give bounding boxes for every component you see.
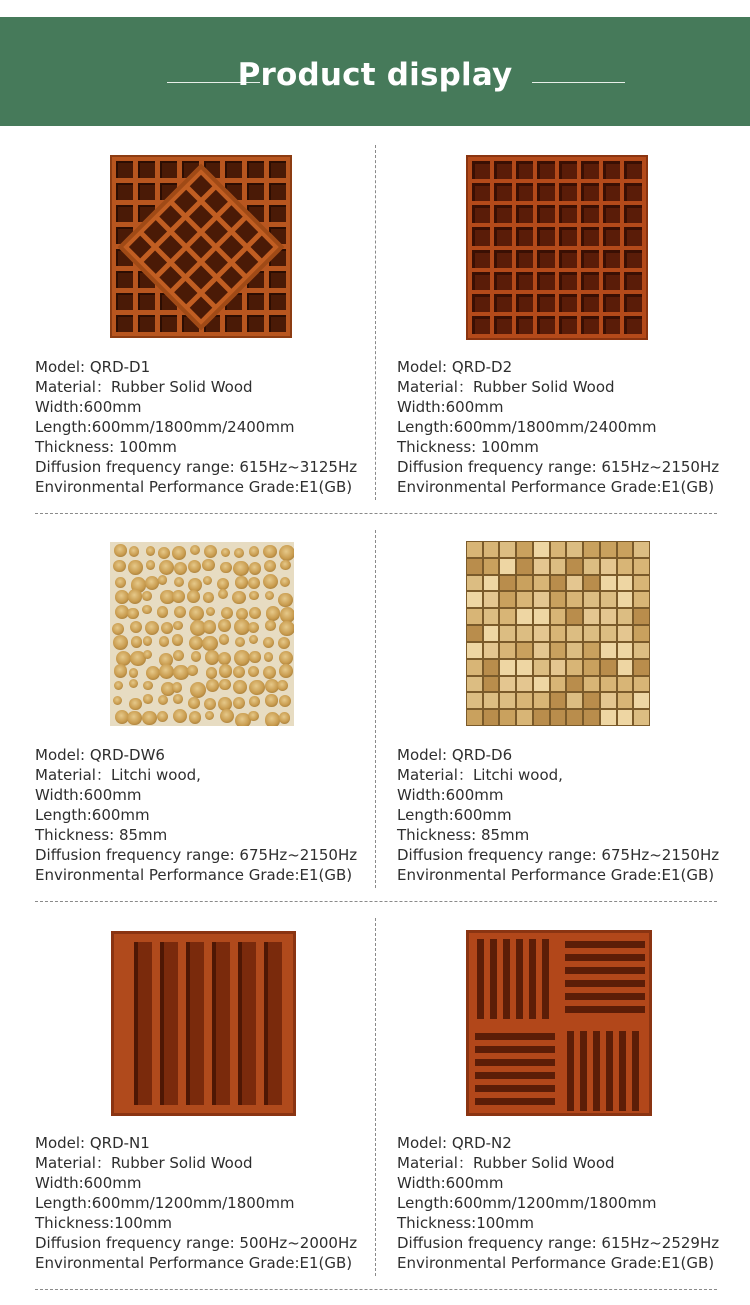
spec-grade: Environmental Performance Grade:E1(GB) <box>397 1254 715 1272</box>
column-divider <box>375 918 376 1276</box>
header-rule-right <box>532 82 625 83</box>
spec-material: Material：Rubber Solid Wood <box>397 378 615 396</box>
spec-width: Width:600mm <box>397 786 504 804</box>
spec-thickness: Thickness: 85mm <box>35 826 168 844</box>
spec-grade: Environmental Performance Grade:E1(GB) <box>397 478 715 496</box>
spec-diffusion: Diffusion frequency range: 615Hz~2529Hz <box>397 1234 720 1252</box>
spec-thickness: Thickness: 85mm <box>397 826 530 844</box>
product-specs <box>397 1133 719 1273</box>
spec-grade: Environmental Performance Grade:E1(GB) <box>397 866 715 884</box>
spec-diffusion: Diffusion frequency range: 615Hz~3125Hz <box>35 458 358 476</box>
page-title: Product display <box>237 57 513 93</box>
spec-width: Width:600mm <box>397 398 504 416</box>
spec-width: Width:600mm <box>397 1174 504 1192</box>
spec-thickness: Thickness: 100mm <box>35 438 177 456</box>
spec-model: Model: QRD-N2 <box>397 1134 512 1152</box>
product-image-qrd-d1 <box>110 155 292 338</box>
spec-material: Material：Litchi wood, <box>35 766 201 784</box>
spec-material: Material：Rubber Solid Wood <box>35 378 253 396</box>
product-specs <box>35 1133 357 1273</box>
spec-grade: Environmental Performance Grade:E1(GB) <box>35 478 353 496</box>
spec-diffusion: Diffusion frequency range: 615Hz~2150Hz <box>397 458 720 476</box>
product-specs <box>397 357 719 497</box>
product-specs <box>35 745 357 885</box>
spec-length: Length:600mm/1800mm/2400mm <box>35 418 295 436</box>
row-divider <box>35 1289 717 1290</box>
spec-model: Model: QRD-DW6 <box>35 746 165 764</box>
product-image-qrd-d6 <box>466 541 650 726</box>
spec-diffusion: Diffusion frequency range: 675Hz~2150Hz <box>35 846 358 864</box>
spec-material: Material：Rubber Solid Wood <box>35 1154 253 1172</box>
spec-model: Model: QRD-D2 <box>397 358 513 376</box>
spec-diffusion: Diffusion frequency range: 500Hz~2000Hz <box>35 1234 358 1252</box>
spec-model: Model: QRD-D6 <box>397 746 513 764</box>
spec-material: Material：Litchi wood, <box>397 766 563 784</box>
product-image-qrd-n2 <box>466 930 652 1116</box>
spec-grade: Environmental Performance Grade:E1(GB) <box>35 866 353 884</box>
product-image-qrd-n1 <box>111 931 296 1116</box>
spec-material: Material：Rubber Solid Wood <box>397 1154 615 1172</box>
spec-length: Length:600mm <box>35 806 150 824</box>
product-image-qrd-d2 <box>466 155 648 340</box>
spec-width: Width:600mm <box>35 398 142 416</box>
column-divider <box>375 530 376 888</box>
spec-diffusion: Diffusion frequency range: 675Hz~2150Hz <box>397 846 720 864</box>
product-specs <box>397 745 719 885</box>
product-image-qrd-dw6 <box>110 542 294 726</box>
spec-length: Length:600mm/1800mm/2400mm <box>397 418 657 436</box>
row-divider <box>35 901 717 902</box>
header-banner <box>0 17 750 126</box>
spec-length: Length:600mm <box>397 806 512 824</box>
spec-thickness: Thickness:100mm <box>397 1214 535 1232</box>
spec-model: Model: QRD-N1 <box>35 1134 150 1152</box>
spec-thickness: Thickness:100mm <box>35 1214 173 1232</box>
column-divider <box>375 145 376 500</box>
spec-model: Model: QRD-D1 <box>35 358 151 376</box>
spec-grade: Environmental Performance Grade:E1(GB) <box>35 1254 353 1272</box>
spec-width: Width:600mm <box>35 1174 142 1192</box>
spec-length: Length:600mm/1200mm/1800mm <box>397 1194 657 1212</box>
product-specs <box>35 357 357 497</box>
row-divider <box>35 513 717 514</box>
spec-width: Width:600mm <box>35 786 142 804</box>
spec-thickness: Thickness: 100mm <box>397 438 539 456</box>
spec-length: Length:600mm/1200mm/1800mm <box>35 1194 295 1212</box>
